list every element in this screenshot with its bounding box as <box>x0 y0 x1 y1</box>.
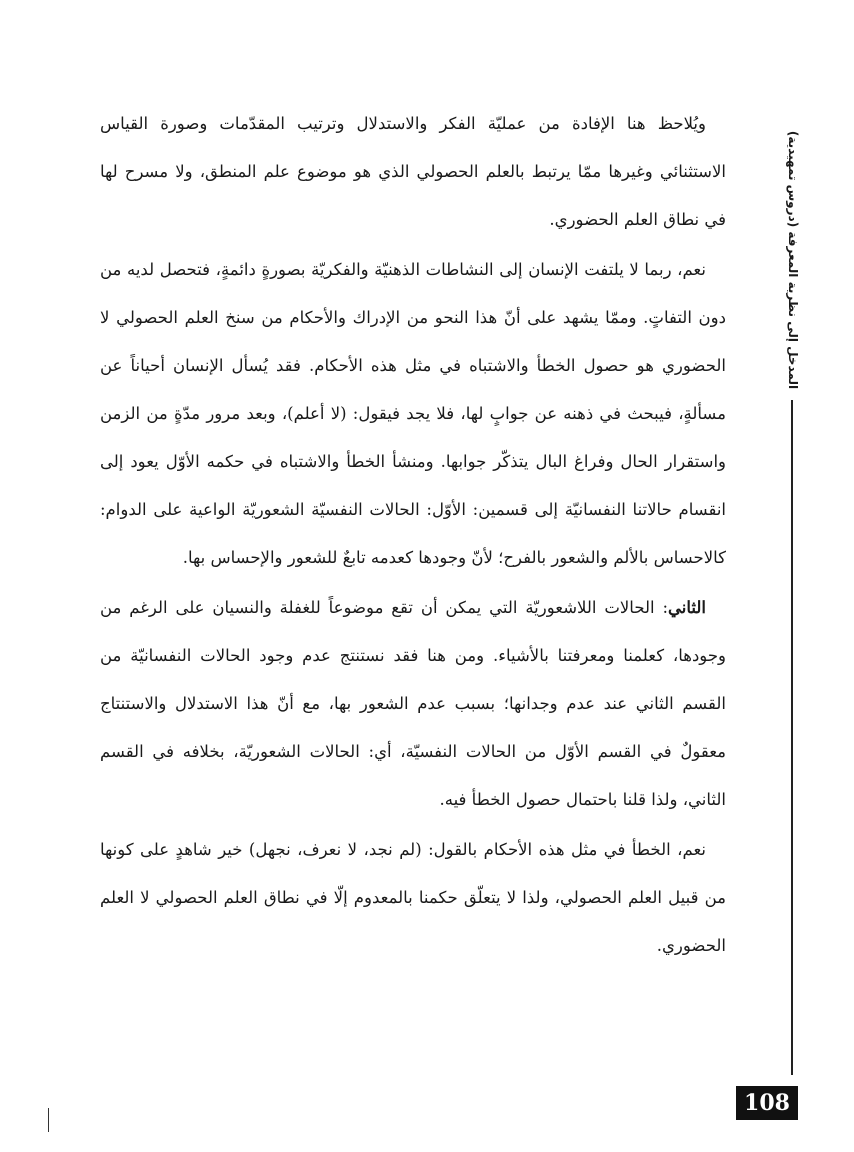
scan-mark <box>48 1108 49 1132</box>
margin-rule <box>791 400 793 1075</box>
paragraph-1-text: ويُلاحظ هنا الإفادة من عمليّة الفكر والاستدلال وترتيب المقدّمات وصورة القياس الاستثنائي وغيرها ممّا يرتبط بالعلم الحصولي الذي هو موضوع علم المنطق، ولا مسرح لها في نطاق العلم الحضوري. <box>100 114 726 229</box>
paragraph-4-text: نعم، الخطأ في مثل هذه الأحكام بالقول: (لم نجد، لا نعرف، نجهل) خير شاهدٍ على كونها من قبيل العلم الحصولي، ولذا لا يتعلّق حكمنا بالمعدوم إلّا في نطاق العلم الحصولي لا العلم الحضوري. <box>100 840 726 955</box>
paragraph-2-text: نعم، ربما لا يلتفت الإنسان إلى النشاطات الذهنيّة والفكريّة بصورةٍ دائمةٍ، فتحصل لديه من دون التفاتٍ. وممّا يشهد على أنّ هذا النحو من الإدراك والأحكام من سنخ العلم الحصولي لا الحضوري هو حصول الخطأ والاشتباه في مثل هذه الأحكام. فقد يُسأل الإنسان أحياناً عن مسألةٍ، فيبحث في ذهنه عن جوابٍ لها، فلا يجد فيقول: (لا أعلم)، وبعد مرور مدّةٍ من الزمن واستقرار الحال وفراغ البال يتذكّر جوابها. ومنشأ الخطأ والاشتباه في حكمه الأوّل يعود إلى انقسام حالاتنا النفسانيّة إلى قسمين: الأوّل: الحالات النفسيّة الشعوريّة الواعية على الدوام: كالاحساس بالألم والشعور بالفرح؛ لأنّ وجودها كعدمه تابعٌ للشعور والإحساس بها. <box>100 260 726 567</box>
page-body <box>100 100 726 970</box>
page-number: 108 <box>736 1086 798 1120</box>
paragraph-3 <box>100 584 726 824</box>
running-header <box>778 130 808 390</box>
paragraph-3-text: : الحالات اللاشعوريّة التي يمكن أن تقع موضوعاً للغفلة والنسيان على الرغم من وجودها، كعلمنا ومعرفتنا بالأشياء. ومن هنا فقد نستنتج عدم وجود الحالات النفسانيّة من القسم الثاني عند عدم وجدانها؛ بسبب عدم الشعور بها، مع أنّ هذا الاستدلال والاستنتاج معقولٌ في القسم الأوّل من الحالات النفسيّة، أي: الحالات الشعوريّة، بخلافه في القسم الثاني، ولذا قلنا باحتمال حصول الخطأ فيه. <box>100 598 726 809</box>
paragraph-3-lead: الثاني <box>668 598 706 617</box>
paragraph-1 <box>100 100 726 244</box>
paragraph-4 <box>100 826 726 970</box>
book-title: المدخل إلى نظرية المعرفة (دروس تمهيدية) <box>786 130 800 390</box>
paragraph-2 <box>100 246 726 582</box>
